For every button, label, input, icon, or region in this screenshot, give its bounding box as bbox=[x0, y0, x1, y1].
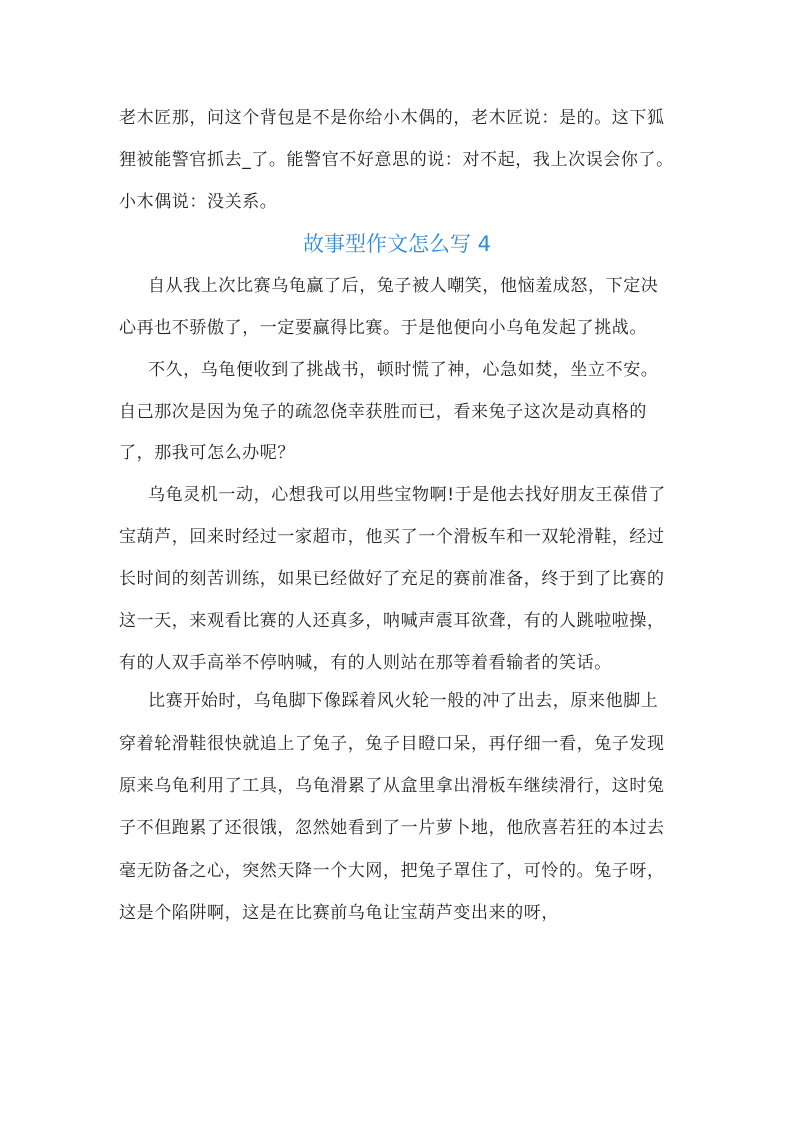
intro-line: 狸被能警官抓去_了。能警官不好意思的说：对不起，我上次误会你了。 bbox=[119, 150, 674, 170]
paragraph-line: 子不但跑累了还很饿，忽然她看到了一片萝卜地，他欣喜若狂的本过去 bbox=[119, 818, 665, 838]
intro-line: 小木偶说：没关系。 bbox=[119, 192, 278, 212]
paragraph-line: 乌龟灵机一动，心想我可以用些宝物啊!于是他去找好朋友王葆借了 bbox=[148, 485, 666, 505]
section-heading: 故事型作文怎么写 4 bbox=[302, 232, 492, 256]
paragraph-line: 这是个陷阱啊，这是在比赛前乌龟让宝葫芦变出来的呀， bbox=[119, 903, 559, 923]
paragraph-line: 宝葫芦，回来时经过一家超市，他买了一个滑板车和一双轮滑鞋，经过 bbox=[119, 527, 665, 547]
paragraph-line: 不久，乌龟便收到了挑战书，顿时慌了神，心急如焚，坐立不安。 bbox=[148, 360, 659, 380]
paragraph-line: 心再也不骄傲了，一定要赢得比赛。于是他便向小乌龟发起了挑战。 bbox=[119, 318, 647, 338]
intro-line: 老木匠那，问这个背包是不是你给小木偶的，老木匠说：是的。这下狐 bbox=[119, 108, 665, 128]
paragraph-line: 毫无防备之心，突然天降一个大网，把兔子罩住了，可怜的。兔子呀， bbox=[119, 861, 665, 881]
paragraph-line: 原来乌龟利用了工具，乌龟滑累了从盒里拿出滑板车继续滑行，这时兔 bbox=[119, 776, 665, 796]
paragraph-line: 自从我上次比赛乌龟赢了后，兔子被人嘲笑，他恼羞成怒，下定决 bbox=[148, 276, 659, 296]
paragraph-line: 自己那次是因为兔子的疏忽侥幸获胜而已，看来兔子这次是动真格的 bbox=[119, 402, 647, 422]
paragraph-line: 了，那我可怎么办呢？ bbox=[119, 443, 295, 463]
paragraph-line: 有的人双手高举不停呐喊，有的人则站在那等着看输者的笑话。 bbox=[119, 653, 612, 673]
paragraph-line: 比赛开始时，乌龟脚下像踩着风火轮一般的冲了出去，原来他脚上 bbox=[148, 691, 659, 711]
paragraph-line: 穿着轮滑鞋很快就追上了兔子，兔子目瞪口呆，再仔细一看，兔子发现 bbox=[119, 734, 665, 754]
paragraph-line: 这一天，来观看比赛的人还真多，呐喊声震耳欲聋，有的人跳啦啦操， bbox=[119, 611, 665, 631]
paragraph-line: 长时间的刻苦训练，如果已经做好了充足的赛前准备，终于到了比赛的 bbox=[119, 569, 665, 589]
